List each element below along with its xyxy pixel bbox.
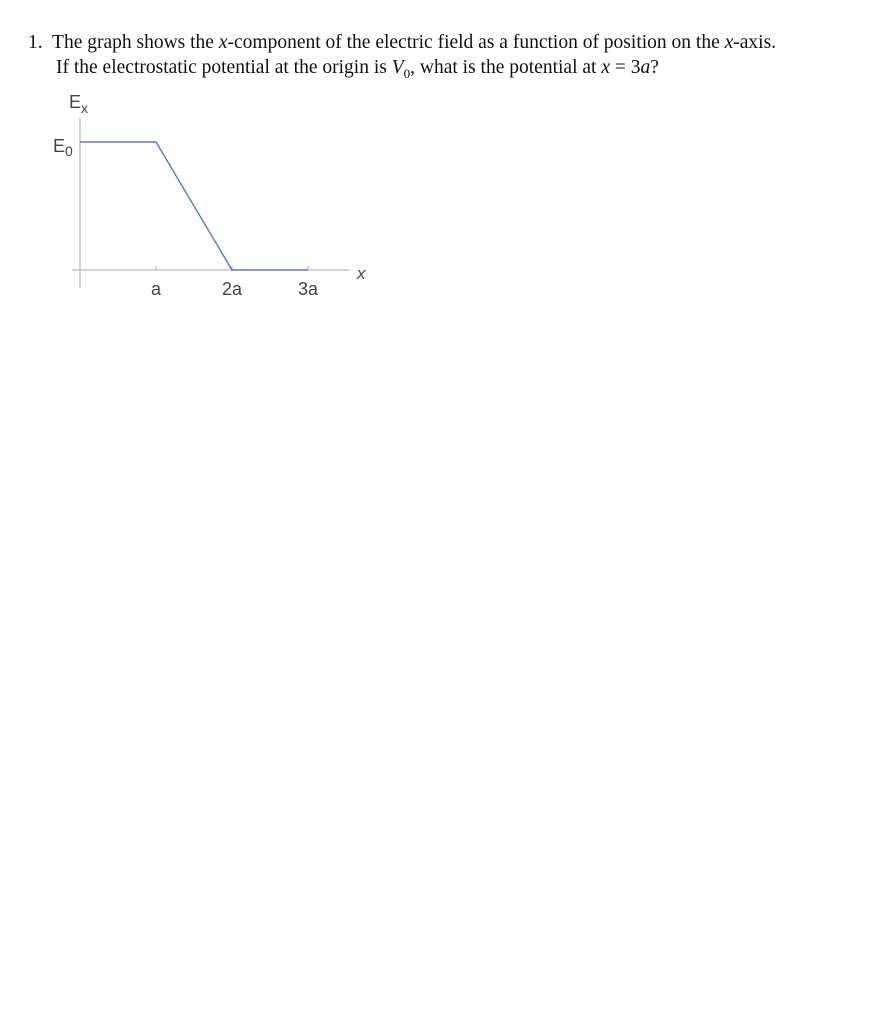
text-segment: -component of the electric field as a function of position on the <box>227 32 725 53</box>
y-tick-label-main: E <box>53 136 66 156</box>
text-segment: , what is the potential at <box>410 57 602 78</box>
math-equals-3: = 3 <box>609 57 641 78</box>
y-tick-label <box>53 136 73 159</box>
y-axis-label-main: E <box>69 92 82 112</box>
x-tick-label-a: a <box>150 279 162 299</box>
math-a: a <box>640 57 651 78</box>
y-axis-label <box>69 92 88 116</box>
math-x: x <box>601 57 610 78</box>
problem-number: 1. <box>28 32 43 53</box>
y-axis-label-sub: x <box>81 100 89 116</box>
text-segment: If the electrostatic potential at the origin is <box>56 57 392 78</box>
math-x: x <box>218 32 228 53</box>
y-tick-label-sub: 0 <box>65 143 73 159</box>
x-tick-labels <box>151 279 319 299</box>
math-x: x <box>724 32 734 53</box>
x-axis-label: x <box>357 264 366 283</box>
x-tick-label-3a: 3a <box>297 279 319 299</box>
x-tick-label-2a: 2a <box>221 279 243 299</box>
field-chart <box>0 0 879 320</box>
question-mark: ? <box>650 57 659 78</box>
math-subscript-0: 0 <box>403 65 411 81</box>
field-line <box>80 142 308 270</box>
text-segment: The graph shows the <box>52 32 219 53</box>
math-V: V <box>391 57 404 78</box>
text-segment: -axis. <box>733 32 777 53</box>
